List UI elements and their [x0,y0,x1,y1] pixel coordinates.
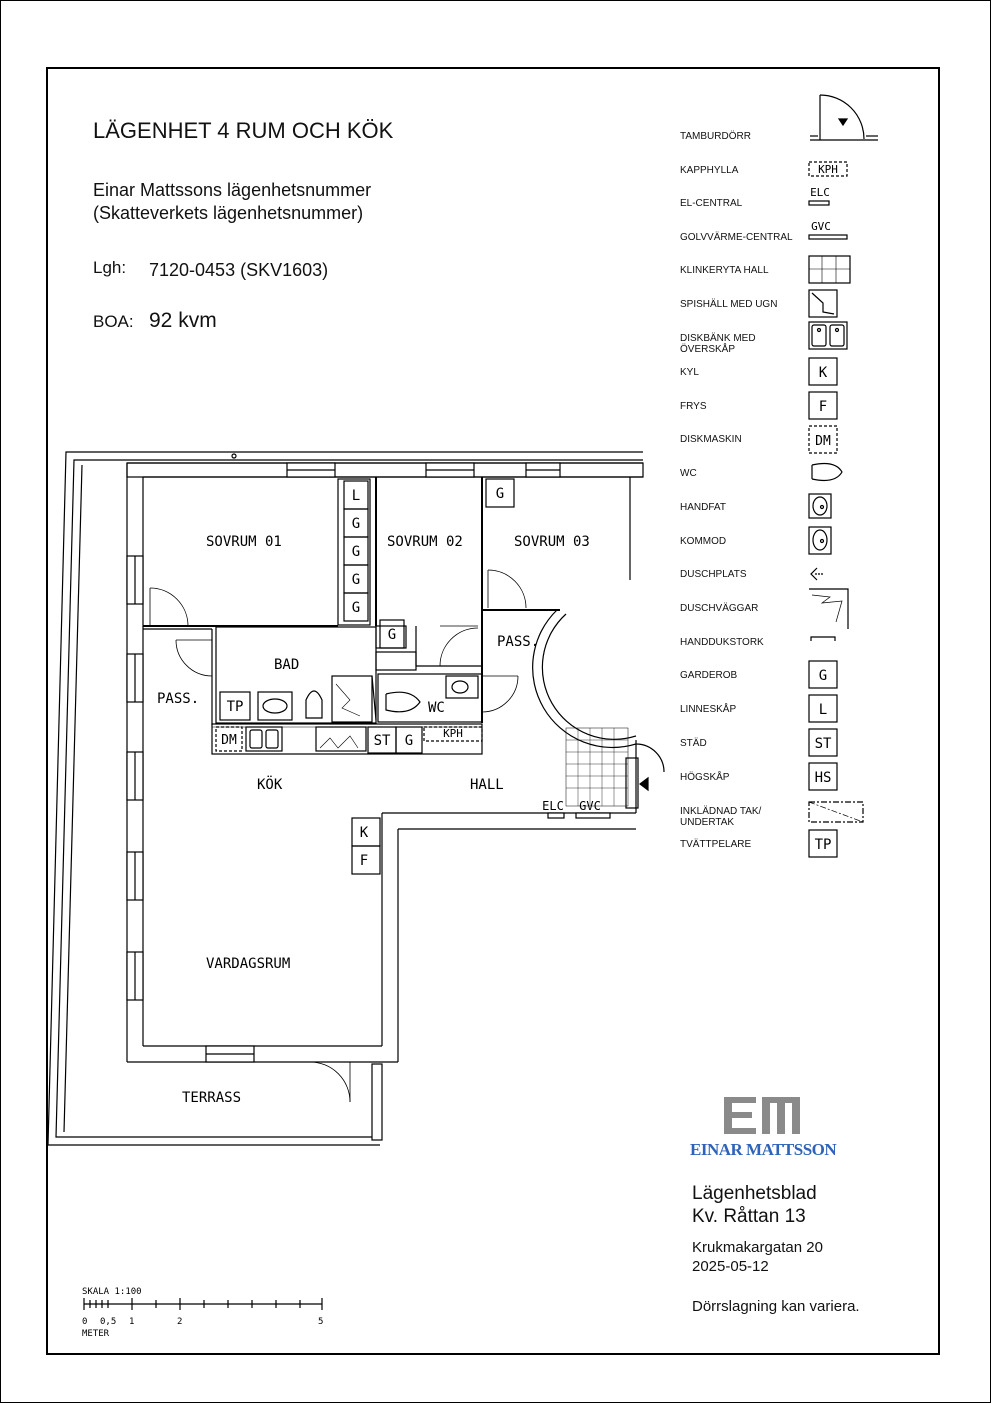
scale-tick-2: 2 [177,1317,183,1327]
entrance-door [626,744,664,808]
boa-value: 92 kvm [149,309,217,332]
fixture-dishwasher: DM [221,733,237,748]
scale-tick-1: 1 [129,1317,135,1327]
legend-code-gvc: GVC [811,220,831,233]
freezer-icon [809,392,837,419]
scale-tick-5: 5 [318,1317,324,1327]
fixture-wardrobe: G [351,600,361,616]
property-name: Kv. Råttan 13 [692,1206,806,1227]
legend-label-entrance-door: TAMBURDÖRR [680,131,751,142]
fixture-wardrobe: G [495,486,505,502]
fixture-freezer: F [359,853,369,869]
legend-label-stove: SPISHÄLL MED UGN [680,299,778,310]
interior-doors [150,570,526,1102]
fixture-electric-panel: ELC [542,799,564,813]
room-label-sovrum-01: SOVRUM 01 [206,534,282,550]
legend-code-k: K [818,365,828,381]
cleaning-cabinet-icon [809,729,837,756]
room-label-sovrum-02: SOVRUM 02 [387,534,463,550]
apartment-number-label: Einar Mattssons lägenhetsnummer [93,180,372,200]
legend-label-cleaning-cabinet: STÄD [680,738,707,749]
brand-name: EINAR MATTSSON [690,1140,837,1159]
document-type: Lägenhetsblad [692,1183,817,1204]
fixture-wardrobe: G [387,627,397,643]
scale-tick-0-5: 0,5 [100,1317,117,1327]
fixture-wardrobe: G [404,733,414,749]
tall-cabinet-icon [809,763,837,790]
room-label-sovrum-03: SOVRUM 03 [514,534,590,550]
legend-label-wardrobe: GARDEROB [680,670,738,681]
room-label-terrass: TERRASS [182,1090,242,1106]
room-label-pass-1: PASS. [157,691,200,707]
washbasin-icon [809,494,831,518]
fixture-wardrobe: G [351,572,361,588]
tile-floor-icon [809,256,850,283]
stove-icon [809,290,837,317]
legend-label-shower: DUSCHPLATS [680,569,747,580]
fixture-laundry-tower: TP [226,699,244,715]
tax-number-label: (Skatteverkets lägenhetsnummer) [93,203,364,223]
legend-code-f: F [818,399,828,415]
floor-heating-icon [809,220,847,239]
entrance-door-icon [810,95,878,140]
legend-code-hs: HS [814,770,832,786]
lgh-label: Lgh: [93,258,127,277]
legend-code-dm: DM [815,434,831,449]
room-label-bad: BAD [274,657,300,673]
legend-code-g: G [818,668,828,684]
electric-panel-icon [809,186,830,205]
legend-label-kitchen-sink: DISKBÄNK MED ÖVERSKÅP [680,333,756,355]
scale-bar [84,1298,322,1310]
legend-label-laundry-tower: TVÄTTPELARE [680,839,752,850]
toilet-icon [812,464,842,481]
legend-code-st: ST [814,736,832,752]
shower-walls-icon [809,589,848,629]
scale-label: SKALA 1:100 [82,1287,142,1297]
legend-label-vanity: KOMMOD [680,536,727,547]
brand-logo-icon [724,1097,800,1134]
room-label-vardagsrum: VARDAGSRUM [206,956,291,972]
dishwasher-icon [809,426,837,453]
date: 2025-05-12 [692,1258,769,1275]
legend-code-l: L [818,702,828,718]
wardrobe-icon [809,661,837,688]
fixture-linen-cabinet: L [351,488,361,504]
room-label-kok: KÖK [257,777,283,793]
legend-label-washbasin: HANDFAT [680,502,726,513]
legend-label-towel-dryer: HANDDUKSTORK [680,637,764,648]
coat-rack-icon [809,162,847,176]
page-title: LÄGENHET 4 RUM OCH KÖK [93,118,394,143]
scale-tick-0: 0 [82,1317,88,1327]
scale-unit: METER [82,1329,110,1339]
legend-label-dishwasher: DISKMASKIN [680,434,742,445]
legend-code-elc: ELC [810,186,830,199]
legend-code-tp: TP [814,837,832,853]
fixture-wardrobe: G [351,544,361,560]
fixture-cleaning-cabinet: ST [373,733,391,749]
fixture-floor-heating: GVC [579,799,601,813]
legend-label-coat-rack: KAPPHYLLA [680,165,739,176]
legend-code-kph: KPH [818,163,838,176]
legend-label-electric-panel: EL-CENTRAL [680,198,743,209]
legend-label-freezer: FRYS [680,401,707,412]
lgh-value: 7120-0453 (SKV1603) [149,260,329,280]
laundry-tower-icon [809,830,837,857]
legend-label-tile-floor: KLINKERYTA HALL [680,265,769,276]
room-label-pass-2: PASS. [497,634,540,650]
legend-label-toilet: WC [680,468,697,479]
fixture-fridge: K [359,825,369,841]
shower-icon [811,568,824,580]
fixture-wardrobe: G [351,516,361,532]
room-label-wc: WC [428,700,445,716]
linen-cabinet-icon [809,695,837,722]
boa-label: BOA: [93,312,134,331]
fixture-coat-rack: KPH [443,727,463,740]
legend-label-fridge: KYL [680,367,699,378]
kitchen-sink-icon [809,322,847,349]
fridge-icon [809,358,837,385]
legend-label-linen-cabinet: LINNESKÅP [680,704,737,715]
lowered-ceiling-icon [809,802,863,822]
door-note: Dörrslagning kan variera. [692,1298,860,1315]
legend-label-shower-walls: DUSCHVÄGGAR [680,603,759,614]
legend-label-tall-cabinet: HÖGSKÅP [680,772,730,783]
vanity-icon [809,527,831,554]
address: Krukmakargatan 20 [692,1239,823,1256]
towel-dryer-icon [811,637,835,641]
legend-label-floor-heating: GOLVVÄRME-CENTRAL [680,232,793,243]
legend-label-lowered-ceiling: INKLÄDNAD TAK/ UNDERTAK [680,806,762,828]
room-label-hall: HALL [470,777,504,793]
